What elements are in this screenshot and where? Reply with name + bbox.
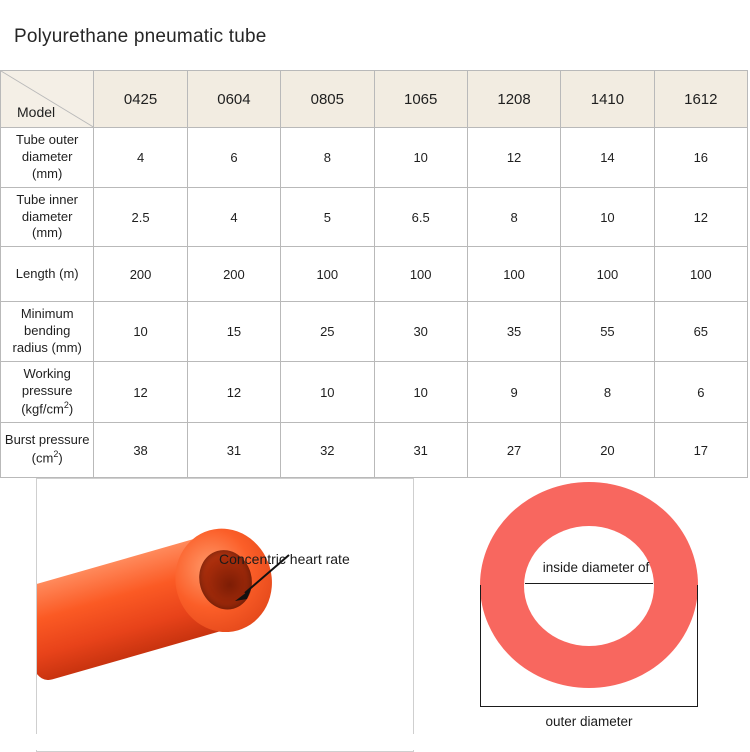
row-label-line1: Tube outer diameter (15, 132, 79, 164)
cell-value: 14 (561, 128, 654, 188)
model-label: Model (17, 104, 56, 120)
row-label-line1: Working pressure (21, 366, 73, 398)
table-row (1, 362, 748, 423)
cell-value: 10 (281, 362, 374, 423)
cell-value: 30 (374, 302, 467, 362)
tube-illustration (36, 500, 315, 752)
table-row (1, 247, 748, 302)
cell-value: 6 (187, 128, 280, 188)
table-body (1, 128, 748, 478)
cell-value: 6.5 (374, 187, 467, 247)
cell-value: 16 (654, 128, 747, 188)
row-label-line2: $(kgf/cm^2)$ (21, 399, 74, 417)
cell-value: 32 (281, 423, 374, 478)
model-header-1208: 1208 (467, 71, 560, 128)
model-header-0805: 0805 (281, 71, 374, 128)
cell-value: 5 (281, 187, 374, 247)
cell-value: 100 (281, 247, 374, 302)
cell-value: 100 (561, 247, 654, 302)
cell-value: 10 (374, 362, 467, 423)
cell-value: 12 (187, 362, 280, 423)
cell-value: 9 (467, 362, 560, 423)
cell-value: 27 (467, 423, 560, 478)
cell-value: 12 (654, 187, 747, 247)
ring-diagram (470, 482, 720, 729)
cell-value: 20 (561, 423, 654, 478)
cell-value: 17 (654, 423, 747, 478)
inside-diameter-line (525, 583, 653, 584)
cell-value: 12 (467, 128, 560, 188)
table-row (1, 187, 748, 247)
model-header-0604: 0604 (187, 71, 280, 128)
cell-value: 2.5 (94, 187, 187, 247)
cell-value: 35 (467, 302, 560, 362)
row-header-outer-diameter (1, 128, 94, 188)
table-corner-cell (1, 71, 94, 128)
ring-inner-shape (524, 526, 654, 646)
row-label-line2: (mm) (32, 225, 63, 241)
cell-value: 8 (281, 128, 374, 188)
cell-value: 4 (187, 187, 280, 247)
table-header-row (1, 71, 748, 128)
outer-diameter-left-line (480, 585, 481, 707)
photo-annotation-label: Concentric heart rate (219, 551, 350, 567)
outer-diameter-label: outer diameter (545, 714, 633, 729)
bottom-spacer (0, 734, 750, 750)
cell-value: 10 (94, 302, 187, 362)
table-header (1, 71, 748, 128)
cell-value: 55 (561, 302, 654, 362)
model-header-0425: 0425 (94, 71, 187, 128)
cell-value: 200 (187, 247, 280, 302)
table-row (1, 128, 748, 188)
page-title: Polyurethane pneumatic tube (14, 26, 267, 47)
cell-value: 8 (467, 187, 560, 247)
row-header-min-bending-radius (1, 302, 94, 362)
cell-value: 65 (654, 302, 747, 362)
cell-value: 10 (374, 128, 467, 188)
cell-value: 6 (654, 362, 747, 423)
cell-value: 25 (281, 302, 374, 362)
cell-value: 100 (467, 247, 560, 302)
row-label-line1: Minimum bending (20, 306, 74, 339)
table-row (1, 423, 748, 478)
row-label-line2: (mm) (32, 165, 63, 181)
inside-diameter-label: inside diameter of (542, 560, 650, 575)
figures-section (0, 478, 750, 750)
row-header-burst-pressure (1, 423, 94, 478)
row-label-line2: radius (mm) (12, 340, 82, 356)
row-label-line1: Tube inner diameter (16, 191, 79, 224)
cell-value: 38 (94, 423, 187, 478)
table-row (1, 302, 748, 362)
model-header-1065: 1065 (374, 71, 467, 128)
cell-value: 200 (94, 247, 187, 302)
cell-value: 31 (374, 423, 467, 478)
cell-value: 100 (374, 247, 467, 302)
cell-value: 15 (187, 302, 280, 362)
tube-photo (36, 478, 414, 752)
cell-value: 8 (561, 362, 654, 423)
outer-diameter-right-line (697, 585, 698, 707)
cell-value: 4 (94, 128, 187, 188)
specification-table (0, 70, 748, 478)
row-label-line1: Burst pressure $(cm^2)$ (4, 432, 90, 466)
row-header-length (1, 247, 94, 302)
cell-value: 100 (654, 247, 747, 302)
cell-value: 12 (94, 362, 187, 423)
row-label-line1: Length (m) (15, 265, 79, 281)
cell-value: 10 (561, 187, 654, 247)
cell-value: 31 (187, 423, 280, 478)
row-header-working-pressure (1, 362, 94, 423)
outer-diameter-line (480, 706, 698, 707)
row-header-inner-diameter (1, 187, 94, 247)
model-header-1410: 1410 (561, 71, 654, 128)
model-header-1612: 1612 (654, 71, 747, 128)
